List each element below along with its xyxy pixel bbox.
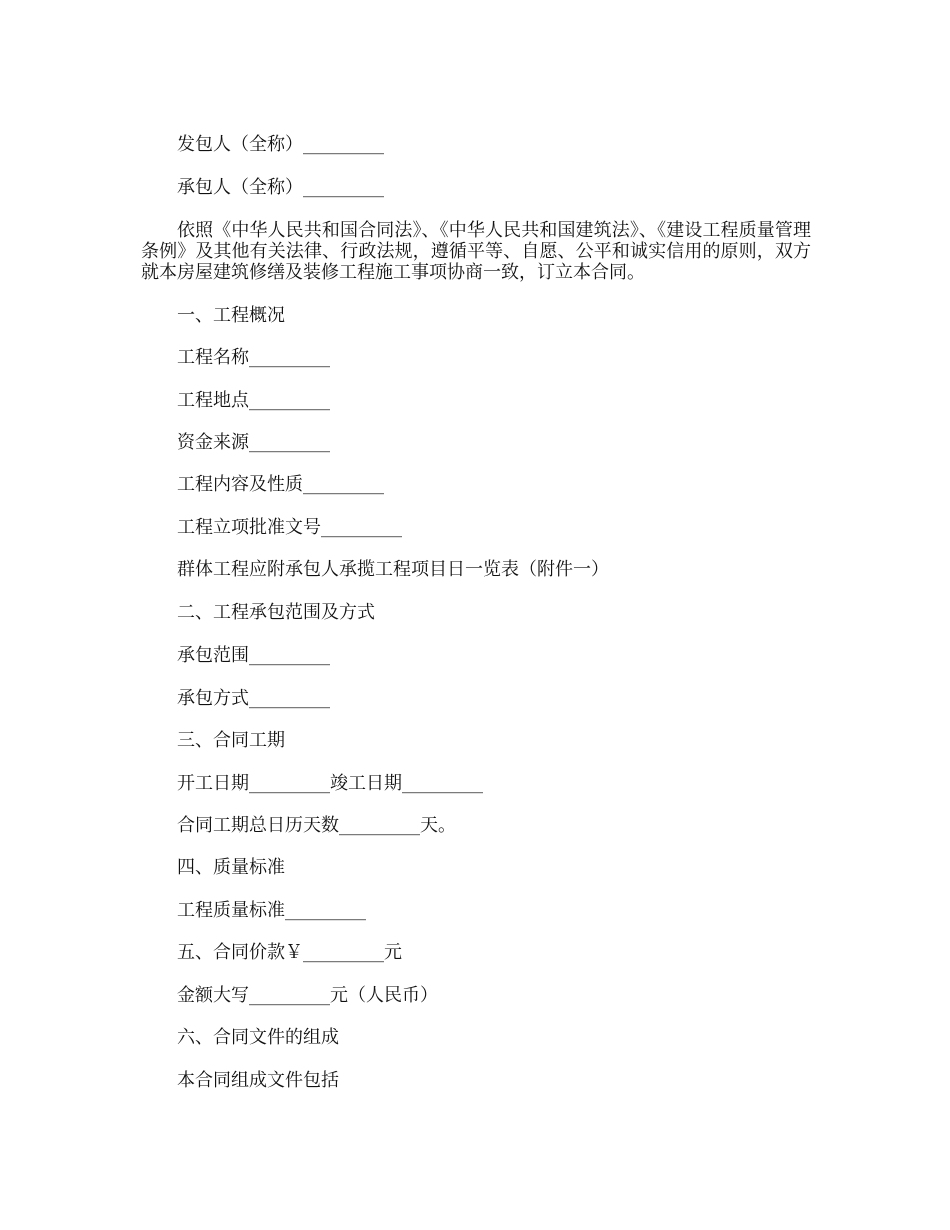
section-3-title: 三、合同工期 (177, 730, 285, 751)
approval-number-line: 工程立项批准文号_________ (177, 517, 402, 538)
group-project-note: 群体工程应附承包人承揽工程项目日一览表（附件一） (177, 559, 609, 580)
contract-scope-line: 承包范围_________ (177, 645, 330, 666)
employer-line: 发包人（全称）_________ (177, 134, 384, 155)
fund-source-line: 资金来源_________ (177, 432, 330, 453)
project-content-line: 工程内容及性质_________ (177, 474, 384, 495)
total-days-line: 合同工期总日历天数_________天。 (177, 815, 456, 836)
quality-standard-line: 工程质量标准_________ (177, 900, 366, 921)
contract-method-line: 承包方式_________ (177, 688, 330, 709)
dates-line: 开工日期_________竣工日期_________ (177, 773, 483, 794)
amount-words-line: 金额大写_________元（人民币） (177, 985, 438, 1006)
section-5-title: 五、合同价款￥_________元 (177, 942, 402, 963)
project-name-line: 工程名称_________ (177, 347, 330, 368)
project-location-line: 工程地点_________ (177, 390, 330, 411)
section-4-title: 四、质量标准 (177, 857, 285, 878)
documents-include-line: 本合同组成文件包括 (177, 1070, 339, 1091)
preamble-paragraph: 依照《中华人民共和国合同法》、《中华人民共和国建筑法》、《建设工程质量管理条例》及其他有关法律、行政法规，遵循平等、自愿、公平和诚实信用的原则，双方就本房屋建筑修缮及装修工程施工事项协商一致，订立本合同。 (141, 220, 811, 283)
section-2-title: 二、工程承包范围及方式 (177, 602, 375, 623)
section-6-title: 六、合同文件的组成 (177, 1027, 339, 1048)
section-1-title: 一、工程概况 (177, 305, 285, 326)
contractor-line: 承包人（全称）_________ (177, 177, 384, 198)
